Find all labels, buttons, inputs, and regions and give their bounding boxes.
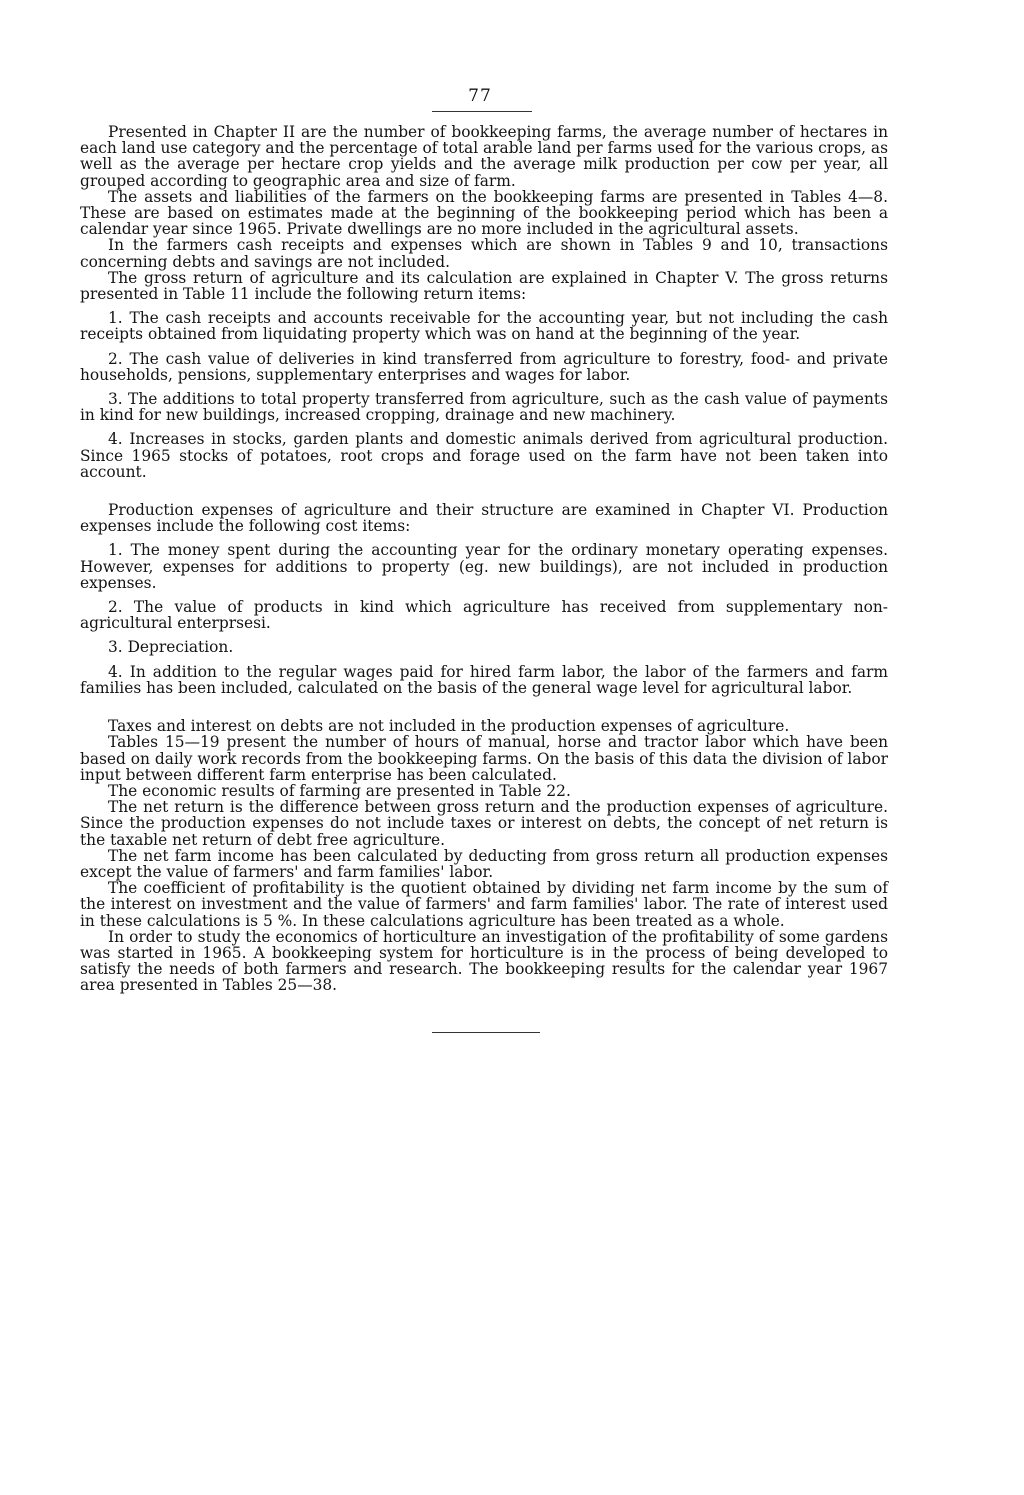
return-item-2: 2. The cash value of deliveries in kind transferred from agriculture to forestry, food- and private households, pensions, supplementary enterprises and wages for labor. — [80, 349, 888, 384]
return-item-1: 1. The cash receipts and accounts receivable for the accounting year, but not including the cash receipts obtained from liquidating property which was on hand at the beginning of the year. — [80, 309, 888, 344]
cost-item-1: 1. The money spent during the accounting year for the ordinary monetary operating expenses. However, expenses for additions to property (eg. new buildings), are not included in production expenses. — [80, 541, 888, 592]
cost-item-2: 2. The value of products in kind which agriculture has received from supplementary non-agricultural enterprsesi. — [80, 598, 888, 633]
page-number-rule — [432, 111, 532, 112]
paragraph-profitability: The coefficient of profitability is the quotient obtained by dividing net farm income by the sum of the interest on investment and the value of farmers' and farm families' labor. The rate of interest used in these calculations is 5 %. In these calculations agriculture has been treated as a whole. — [80, 879, 888, 930]
cost-item-3: 3. Depreciation. — [108, 638, 234, 657]
paragraph-gross-return: The gross return of agriculture and its calculation are explained in Chapter V. The gross returns presented in Table 11 include the following return items: — [80, 268, 888, 304]
paragraph-economic-results: The economic results of farming are presented in Table 22. — [108, 781, 571, 800]
return-item-4: 4. Increases in stocks, garden plants and domestic animals derived from agricultural production. Since 1965 stocks of potatoes, root crops and forage used on the farm have not been taken into account. — [80, 430, 888, 481]
paragraph-net-return: The net return is the difference between gross return and the production expenses of agriculture. Since the production expenses do not include taxes or interest on debts, the concept of net return is the taxable net return of debt free agriculture. — [80, 798, 888, 849]
body-text — [80, 124, 888, 1034]
end-rule-wrap — [80, 994, 888, 1034]
paragraph-intro: Presented in Chapter II are the number of bookkeeping farms, the average number of hectares in each land use category and the percentage of total arable land per farms used for the various crops, as well as the average per hectare crop yields and the average milk production per cow per year, all grouped according to geographic area and size of farm. — [80, 123, 889, 190]
paragraph-net-farm-income: The net farm income has been calculated by deducting from gross return all production expenses except the value of farmers' and farm families' labor. — [80, 846, 888, 881]
paragraph-labor-tables: Tables 15—19 present the number of hours of manual, horse and tractor labor which have been based on daily work records from the bookkeeping farms. On the basis of this data the division of labor input between different farm enterprise has been calculated. — [80, 733, 888, 784]
cost-item-4: 4. In addition to the regular wages paid for hired farm labor, the labor of the farmers and farm families has been included, calculated on the basis of the general wage level for agricultural labor. — [80, 662, 888, 697]
paragraph-assets: The assets and liabilities of the farmers on the bookkeeping farms are presented in Tables 4—8. These are based on estimates made at the beginning of the bookkeeping period which has been a calendar year since 1965. Private dwellings are no more included in the agricultural assets. — [80, 187, 888, 239]
return-item-3: 3. The additions to total property transferred from agriculture, such as the cash value of payments in kind for new buildings, increased cropping, drainage and new machinery. — [80, 390, 888, 425]
paragraph-horticulture: In order to study the economics of horticulture an investigation of the profitability of some gardens was started in 1965. A bookkeeping system for horticulture is in the process of being developed to satisfy the needs of both farmers and research. The bookkeeping results for the calendar year 1967 area presented in Tables 25—38. — [80, 927, 888, 995]
page-number: 77 — [468, 86, 492, 106]
paragraph-production-expenses: Production expenses of agriculture and their structure are examined in Chapter VI. Production expenses include the following cost items: — [80, 501, 888, 536]
paragraph-taxes: Taxes and interest on debts are not included in the production expenses of agriculture. — [108, 717, 790, 736]
end-rule — [432, 1032, 540, 1033]
paragraph-cash: In the farmers cash receipts and expenses which are shown in Tables 9 and 10, transactions concerning debts and savings are not included. — [80, 236, 888, 271]
